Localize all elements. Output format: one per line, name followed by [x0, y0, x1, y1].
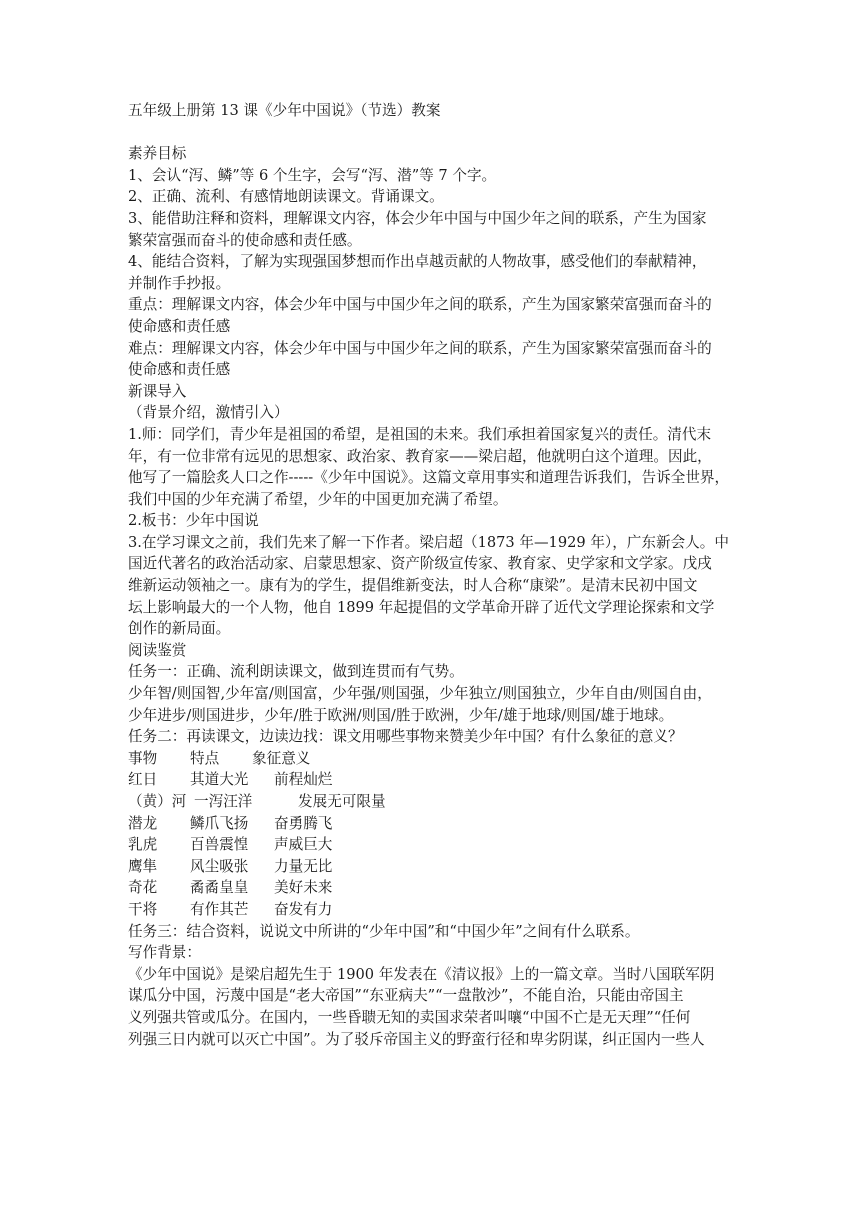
task-one-text: 少年进步/则国进步，少年/胜于欧洲/则国/胜于欧洲，少年/雄于地球/则国/雄于地球。: [128, 706, 674, 724]
table-cell: 有作其芒: [190, 900, 249, 918]
goal-line: 2、正确、流利、有感情地朗读课文。背诵课文。: [128, 188, 444, 206]
difficult-points-line: 使命感和责任感: [128, 361, 231, 379]
intro-subheading: （背景介绍，激情引入）: [128, 404, 289, 422]
table-row: [128, 856, 734, 878]
writing-background-line: 义列强共管或瓜分。在国内，一些昏聩无知的卖国求荣者叫嚷“中国不亡是无天理”“任何: [128, 1008, 691, 1026]
table-cell: 奋勇腾飞: [274, 814, 333, 832]
task-three: 任务三：结合资料，说说文中所讲的“少年中国”和“中国少年”之间有什么联系。: [128, 922, 640, 940]
table-cell: （黄）河: [128, 793, 187, 810]
author-paragraph-line: 坛上影响最大的一个人物，他自 1899 年起提倡的文学革命开辟了近代文学理论探索和文学: [128, 598, 715, 616]
author-paragraph-line: 3.在学习课文之前，我们先来了解一下作者。梁启超（1873 年—1929 年），广东新会人。中: [128, 533, 729, 551]
goal-line: 4、能结合资料，了解为实现强国梦想而作出卓越贡献的人物故事，感受他们的奉献精神，: [128, 253, 707, 271]
intro-heading: 新课导入: [128, 382, 187, 400]
task-two: 任务二：再读课文，边读边找：课文用哪些事物来赞美少年中国？有什么象征的意义？: [128, 728, 683, 746]
table-header-cell: 事物: [128, 749, 158, 767]
blackboard-line: 2.板书：少年中国说: [128, 512, 259, 530]
intro-paragraph-line: 他写了一篇脍炙人口之作-----《少年中国说》。这篇文章用事实和道理告诉我们，告诉全世界，: [128, 469, 730, 487]
table-row: [128, 834, 734, 856]
table-row: [128, 791, 734, 813]
table-cell: 乳虎: [128, 836, 158, 854]
table-cell: 鳞爪飞扬: [190, 814, 249, 832]
table-header-cell: 象征意义: [252, 749, 311, 767]
table-cell: 红日: [128, 771, 158, 789]
table-cell: 百兽震惶: [190, 836, 249, 854]
table-cell: 奋发有力: [274, 900, 333, 918]
writing-background-heading: 写作背景：: [128, 944, 201, 962]
table-row: [128, 899, 734, 921]
table-cell: 矞矞皇皇: [190, 879, 249, 897]
author-paragraph-line: 创作的新局面。: [128, 620, 231, 638]
writing-background-line: 列强三日内就可以灭亡中国”。为了驳斥帝国主义的野蛮行径和卑劣阴谋，纠正国内一些人: [128, 1030, 705, 1048]
table-cell: 风尘吸张: [190, 857, 249, 875]
document-title: 五年级上册第 13 课《少年中国说》（节选）教案: [128, 102, 441, 119]
author-paragraph-line: 维新运动领袖之一。康有为的学生，提倡维新变法，时人合称“康梁”。是清末民初中国文: [128, 577, 698, 595]
table-cell: 奇花: [128, 879, 158, 897]
table-cell: 潜龙: [128, 814, 158, 832]
table-header-cell: 特点: [190, 749, 220, 767]
table-cell: 干将: [128, 900, 158, 918]
document-page: [128, 100, 734, 1050]
goals-heading: 素养目标: [128, 145, 187, 163]
goal-line: 并制作手抄报。: [128, 274, 231, 292]
intro-paragraph-line: 我们中国的少年充满了希望，少年的中国更加充满了希望。: [128, 490, 508, 508]
table-row: [128, 877, 734, 899]
table-cell: 鹰隼: [128, 857, 158, 875]
table-cell: 前程灿烂: [274, 771, 333, 789]
symbol-table-header: [128, 748, 734, 770]
reading-heading: 阅读鉴赏: [128, 641, 187, 659]
intro-paragraph-line: 年，有一位非常有远见的思想家、政治家、教育家——梁启超，他就明白这个道理。因此，: [128, 447, 712, 465]
table-cell: 声威巨大: [274, 836, 333, 854]
key-points-line: 重点：理解课文内容，体会少年中国与中国少年之间的联系，产生为国家繁荣富强而奋斗的: [128, 296, 712, 314]
table-cell: 其道大光: [190, 771, 249, 789]
table-cell: 一泻汪洋: [194, 793, 253, 810]
task-one: 任务一：正确、流利朗读课文，做到连贯而有气势。: [128, 663, 464, 681]
intro-paragraph-line: 1.师：同学们，青少年是祖国的希望，是祖国的未来。我们承担着国家复兴的责任。清代末: [128, 425, 712, 443]
table-cell: 力量无比: [274, 857, 333, 875]
table-row: [128, 769, 734, 791]
task-one-text: 少年智/则国智,少年富/则国富，少年强/则国强，少年独立/则国独立，少年自由/则国自由，: [128, 685, 712, 703]
difficult-points-line: 难点：理解课文内容，体会少年中国与中国少年之间的联系，产生为国家繁荣富强而奋斗的: [128, 339, 712, 357]
author-paragraph-line: 国近代著名的政治活动家、启蒙思想家、资产阶级宣传家、教育家、史学家和文学家。戊戌: [128, 555, 712, 573]
goal-line: 1、会认“泻、鳞”等 6 个生字，会写“泻、潜”等 7 个字。: [128, 166, 497, 184]
key-points-line: 使命感和责任感: [128, 317, 231, 335]
table-row: [128, 813, 734, 835]
goal-line: 3、能借助注释和资料，理解课文内容，体会少年中国与中国少年之间的联系，产生为国家: [128, 209, 707, 227]
goal-line: 繁荣富强而奋斗的使命感和责任感。: [128, 231, 362, 249]
table-cell: 美好未来: [274, 879, 333, 897]
writing-background-line: 《少年中国说》是梁启超先生于 1900 年发表在《清议报》上的一篇文章。当时八国联军阴: [128, 965, 715, 983]
writing-background-line: 谋瓜分中国，污蔑中国是“老大帝国”“东亚病夫”“一盘散沙”，不能自治，只能由帝国主: [128, 987, 684, 1005]
table-cell: 发展无可限量: [298, 793, 386, 810]
